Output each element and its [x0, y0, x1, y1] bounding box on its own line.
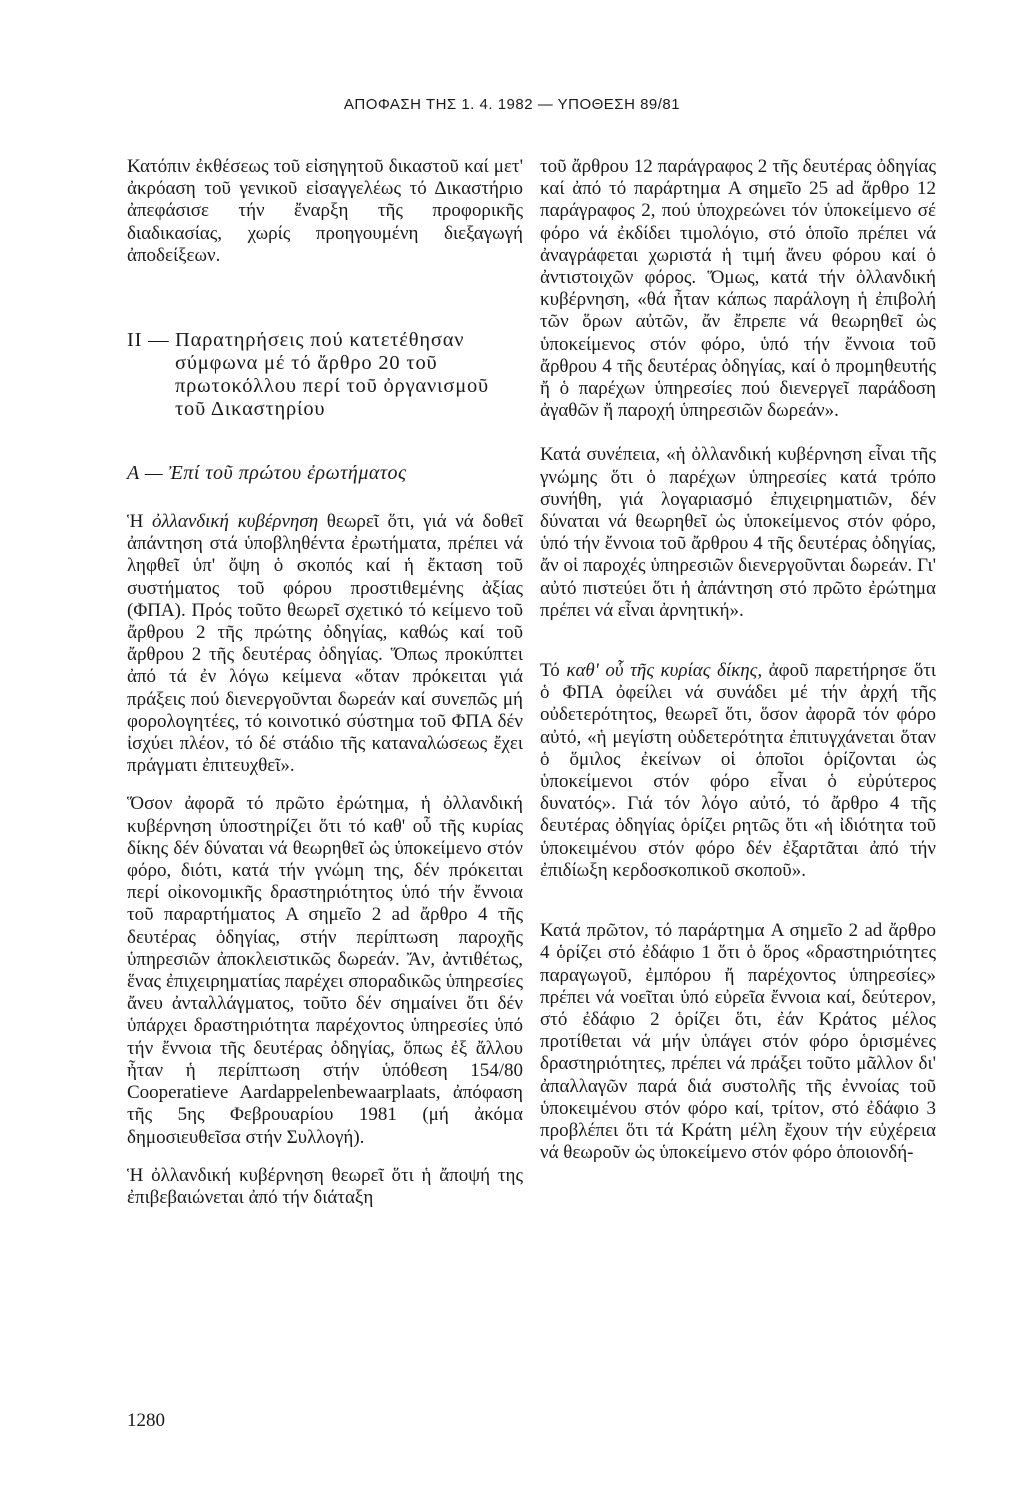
- text-prefix: Τό: [540, 660, 567, 682]
- paragraph-annex-a: Κατά πρῶτον, τό παράρτημα A σημεῖο 2 ad ἄρθρο 4 ὁρίζει στό ἐδάφιο 1 ὅτι ὁ ὅρος «δραστηριότητες παραγωγοῦ, ἐμπόρου ἤ παρέχοντος ὑπηρεσίες» πρέπει νά νοεῖται ὑπό εὐρεῖα ἔννοια καί, δεύτερον, στό ἐδάφιο 2 ὁρίζει ὅτι, ἐάν Κράτος μέλος προτίθεται νά μήν ὑπάγει στόν φόρο ὁρισμένες δραστηριότητες, πρέπει νά πράξει τοῦτο μᾶλλον δι' ἀπαλλαγῶν παρά διά συστολῆς τῆς ἐννοίας τοῦ ὑποκειμένου στόν φόρο καί, τρίτον, στό ἐδάφιο 3 προβλέπει ὅτι τά Κράτη μέλη ἔχουν τήν εὐχέρεια νά θεωροῦν ὡς ὑποκείμενο στόν φόρο ὁποιονδή-: [540, 920, 936, 1164]
- right-column: [540, 156, 936, 1164]
- paragraph-defendant: [540, 660, 936, 882]
- italic-party-name: καθ' οὗ τῆς κυρίας δίκης,: [566, 660, 763, 682]
- page-number: 1280: [127, 1410, 165, 1431]
- subheading-first-question: A — Ἐπί τοῦ πρώτου ἐρωτήματος: [127, 462, 407, 485]
- section-number: II —: [127, 329, 170, 352]
- paragraph-procedure: Κατόπιν ἐκθέσεως τοῦ εἰσηγητοῦ δικαστοῦ καί μετ' ἀκρόαση τοῦ γενικοῦ εἰσαγγελέως τό Δικαστήριο ἀπεφάσισε τήν ἔναρξη τῆς προφορικῆς διαδικασίας, χωρίς προηγουμένη διεξαγωγή ἀποδείξεων.: [127, 156, 523, 266]
- left-column: [127, 156, 523, 1209]
- page-header: ΑΠΟΦΑΣΗ ΤΗΣ 1. 4. 1982 — ΥΠΟΘΕΣΗ 89/81: [343, 96, 681, 113]
- paragraph-dutch-view: Ἡ ὀλλανδική κυβέρνηση θεωρεῖ ὅτι ἡ ἄποψή της ἐπιβεβαιώνεται ἀπό τήν διάταξη: [127, 1164, 523, 1208]
- text-body: θεωρεῖ ὅτι, γιά νά δοθεῖ ἀπάντηση στά ὑποβληθέντα ἐρωτήματα, πρέπει νά ληφθεῖ ὑπ' ὄψη ὁ σκοπός καί ἡ ἔκταση τοῦ συστήματος τοῦ φόρου προστιθεμένης ἀξίας (ΦΠΑ). Πρός τοῦτο θεωρεῖ σχετικό τό κείμενο τοῦ ἄρθρου 2 τῆς πρώτης ὀδηγίας, καθώς καί τοῦ ἄρθρου 2 τῆς δευτέρας ὀδηγίας. Ὅπως προκύπτει ἀπό τά ἐν λόγω κείμενα «ὅταν πρόκειται γιά πράξεις πού διενεργοῦνται δωρεάν καί συνεπῶς μή φορολογητέες, τό κοινοτικό σύστημα τοῦ ΦΠΑ δέν ἰσχύει πλέον, τό δέ στάδιο τῆς καταναλώσεως ἔχει πράγματι ἐπιτευχθεῖ».: [127, 511, 523, 777]
- section-heading: [127, 329, 523, 421]
- paragraph-dutch-government: [127, 511, 523, 777]
- text-body: ἀφοῦ παρετήρησε ὅτι ὁ ΦΠΑ ὀφείλει νά συνάδει μέ τήν ἀρχή τῆς οὐδετερότητος, θεωρεῖ ὅτι, ὅσον ἀφορᾶ τόν φόρο αὐτό, «ἡ μεγίστη οὐδετερότητα ἐπιτυγχάνεται ὅταν ὁ ὅμιλος ἐκείνων οἱ ὁποῖοι ὁρίζονται ὡς ὑποκείμενοι στόν φόρο εἶναι ὁ εὐρύτερος δυνατός». Γιά τόν λόγο αὐτό, τό ἄρθρο 4 τῆς δευτέρας ὀδηγίας ὁρίζει ρητῶς ὅτι «ἡ ἰδιότητα τοῦ ὑποκειμένου στόν φόρο δέν ἐξαρτᾶται ἀπό τήν ἐπιδίωξη κερδοσκοπικοῦ σκοποῦ».: [540, 660, 936, 881]
- paragraph-first-question: Ὅσον ἀφορᾶ τό πρῶτο ἐρώτημα, ἡ ὀλλανδική κυβέρνηση ὑποστηρίζει ὅτι τό καθ' οὗ τῆς κυρίας δίκης δέν δύναται νά θεωρηθεῖ ὡς ὑποκείμενο στόν φόρο, διότι, κατά τήν γνώμη της, δέν πρόκειται περί οἰκονομικῆς δραστηριότητος ὑπό τήν ἔννοια τοῦ παραρτήματος A σημεῖο 2 ad ἄρθρο 4 τῆς δευτέρας ὀδηγίας, στήν περίπτωση παροχῆς ὑπηρεσιῶν ἀποκλειστικῶς δωρεάν. Ἄν, ἀντιθέτως, ἕνας ἐπιχειρηματίας παρέχει σποραδικῶς ὑπηρεσίες ἄνευ ἀνταλλάγματος, τοῦτο δέν σημαίνει ὅτι δέν ὑπάρχει δραστηριότητα παρέχοντος ὑπηρεσίες ὑπό τήν ἔννοια τῆς δευτέρας ὀδηγίας, ὅπως ἐξ ἄλλου ἦταν ἡ περίπτωση στήν ὑπόθεση 154/80 Cooperatieve Aardappelenbewaarplaats, ἀπόφαση τῆς 5ης Φεβρουαρίου 1981 (μή ἀκόμα δημοσιευθεῖσα στήν Συλλογή).: [127, 793, 523, 1148]
- paragraph-consequently: Κατά συνέπεια, «ἡ ὀλλανδική κυβέρνηση εἶναι τῆς γνώμης ὅτι ὁ παρέχων ὑπηρεσίες κατά τρόπο συνήθη, γιά λογαριασμό ἐπιχειρηματιῶν, δέν δύναται νά θεωρηθεῖ ὡς ὑποκείμενος στόν φόρο, ὑπό τήν ἔννοια τοῦ ἄρθρου 4 τῆς δευτέρας ὀδηγίας, ἄν οἱ παροχές ὑπηρεσιῶν διενεργοῦνται δωρεάν. Γι' αὐτό πιστεύει ὅτι ἡ ἀπάντηση στό πρῶτο ἐρώτημα πρέπει νά εἶναι ἀρνητική».: [540, 444, 936, 621]
- text-prefix: Ἡ: [127, 511, 152, 533]
- section-title: Παρατηρήσεις πού κατετέθησαν σύμφωνα μέ τό ἄρθρο 20 τοῦ πρωτοκόλλου περί τοῦ ὀργανισμοῦ τοῦ Δικαστηρίου: [175, 329, 489, 421]
- italic-party-name: ὀλλανδική κυβέρνηση: [151, 511, 319, 533]
- paragraph-article-12: τοῦ ἄρθρου 12 παράγραφος 2 τῆς δευτέρας ὀδηγίας καί ἀπό τό παράρτημα A σημεῖο 25 ad ἄρθρο 12 παράγραφος 2, πού ὑποχρεώνει τόν ὑποκείμενο σέ φόρο νά ἐκδίδει τιμολόγιο, στό ὁποῖο πρέπει νά ἀναγράφεται χωριστά ἡ τιμή ἄνευ φόρου καί ὁ ἀντιστοιχῶν φόρος. Ὅμως, κατά τήν ὀλλανδική κυβέρνηση, «θά ἦταν κάπως παράλογη ἡ ἐπιβολή τῶν ὅρων αὐτῶν, ἄν ἔπρεπε νά θεωρηθεῖ ὡς ὑποκείμενος στόν φόρο, ὑπό τήν ἔννοια τοῦ ἄρθρου 4 τῆς δευτέρας ὀδηγίας, καί ὁ προμηθευτής ἤ ὁ παρέχων ὑπηρεσίες πού διενεργεῖ παράδοση ἀγαθῶν ἤ παροχή ὑπηρεσιῶν δωρεάν».: [540, 156, 936, 422]
